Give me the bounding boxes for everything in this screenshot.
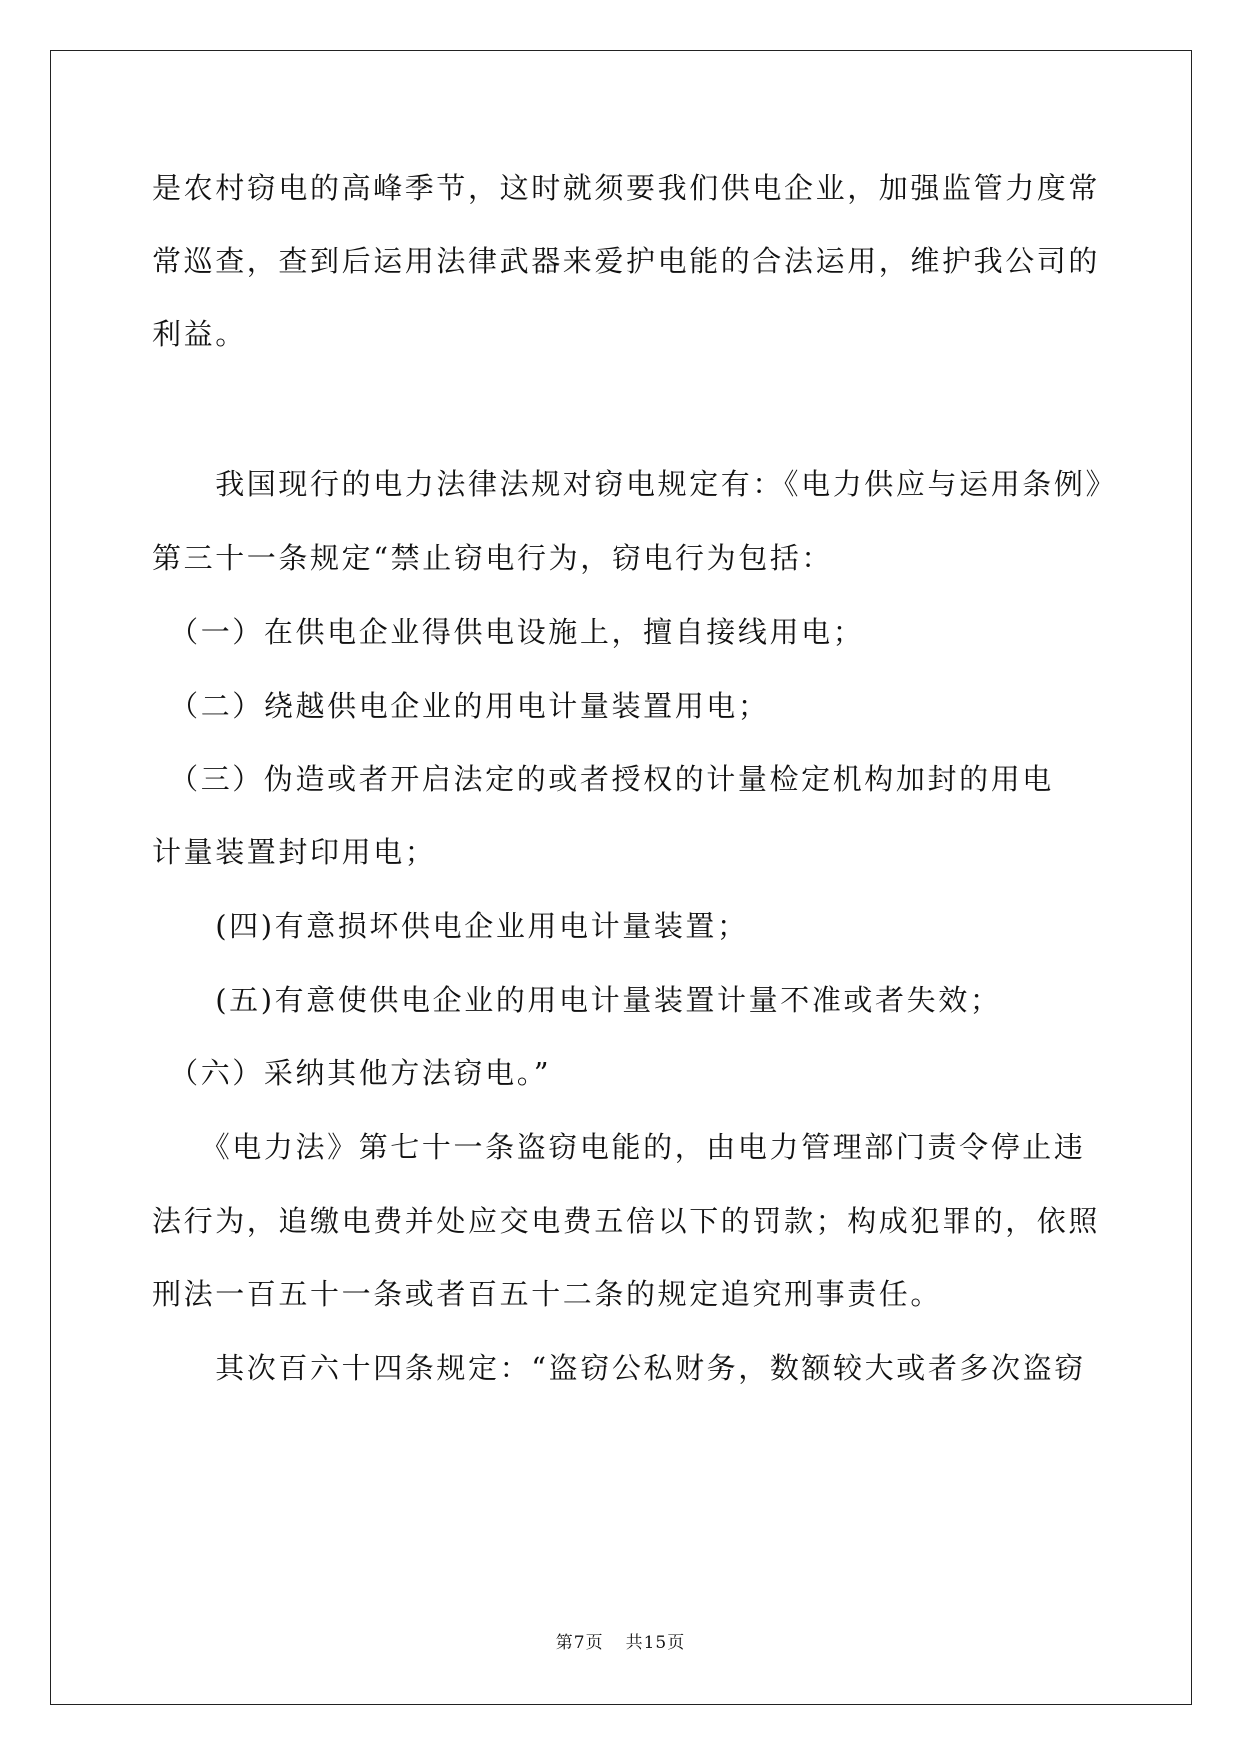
page-number: 第7页 [555,1633,604,1653]
text-line: 《电力法》第七十一条盗窃电能的，由电力管理部门责令停止违 [152,1130,1086,1164]
text-line: （二）绕越供电企业的用电计量装置用电； [152,689,770,723]
text-line: 计量装置封印用电； [152,835,437,869]
text-line: 常巡查，查到后运用法律武器来爱护电能的合法运用，维护我公司的 [152,244,1101,278]
text-line: （六）采纳其他方法窃电。” [152,1056,552,1090]
text-line: 利益。 [152,317,247,351]
text-line: （三）伪造或者开启法定的或者授权的计量检定机构加封的用电 [152,762,1054,796]
text-line: 我国现行的电力法律法规对窃电规定有：《电力供应与运用条例》 [152,467,1118,501]
text-line: 法行为，追缴电费并处应交电费五倍以下的罚款；构成犯罪的，依照 [152,1204,1101,1238]
text-line: （一）在供电企业得供电设施上，擅自接线用电； [152,615,865,649]
page-footer [0,1632,1241,1654]
text-line: 是农村窃电的高峰季节，这时就须要我们供电企业，加强监管力度常 [152,171,1101,205]
text-line: 第三十一条规定“禁止窃电行为，窃电行为包括： [152,541,834,575]
page-total: 共15页 [625,1633,686,1653]
text-line: (五)有意使供电企业的用电计量装置计量不准或者失效； [152,983,1002,1017]
text-line: 其次百六十四条规定：“盗窃公私财务，数额较大或者多次盗窃 [152,1351,1086,1385]
text-line: 刑法一百五十一条或者百五十二条的规定追究刑事责任。 [152,1277,943,1311]
text-line: (四)有意损坏供电企业用电计量装置； [152,909,749,943]
